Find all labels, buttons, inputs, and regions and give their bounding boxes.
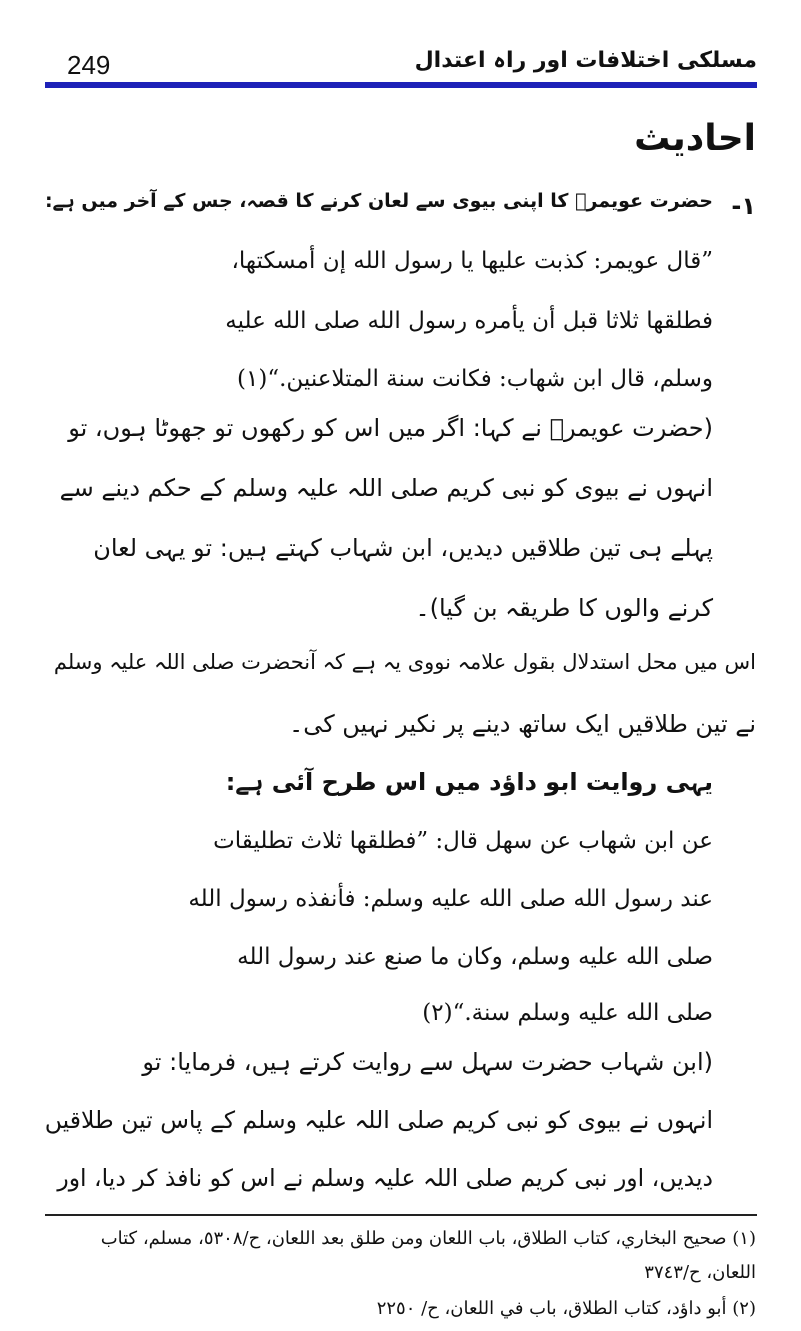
quote1-line-2: فطلقها ثلاثا قبل أن يأمره رسول الله صلى الله عليه bbox=[225, 308, 713, 334]
page-header bbox=[45, 44, 757, 92]
translation2-line-2: انہوں نے بیوی کو نبی کریم صلی اللہ علیہ وسلم کے پاس تین طلاقیں bbox=[44, 1106, 713, 1134]
running-title: مسلکی اختلافات اور راہ اعتدال bbox=[414, 48, 757, 73]
translation2-line-1: (ابن شہاب حضرت سہل سے روایت کرتے ہیں، فرمایا: تو bbox=[142, 1048, 713, 1076]
quote2-line-2: عند رسول الله صلى الله عليه وسلم: فأنفذه رسول الله bbox=[188, 886, 713, 912]
footnote-1-line-1: (١) صحيح البخاري، كتاب الطلاق، باب اللعان ومن طلق بعد اللعان، ح/٥٣٠٨، مسلم، كتاب bbox=[100, 1228, 756, 1249]
translation1-line-3: پہلے ہی تین طلاقیں دیدیں، ابن شہاب کہتے ہیں: تو یہی لعان bbox=[93, 534, 713, 562]
commentary-line-2: نے تین طلاقیں ایک ساتھ دینے پر نکیر نہیں کی۔ bbox=[289, 710, 756, 738]
quote1-line-1: ”قال عويمر: كذبت عليها يا رسول الله إن أمسكتها، bbox=[231, 248, 713, 274]
quote2-line-4: صلى الله عليه وسلم سنة.“(٢) bbox=[422, 1000, 713, 1026]
footnote-1-line-2: اللعان، ح/٣٧٤٣ bbox=[644, 1262, 756, 1283]
footnote-rule bbox=[45, 1214, 757, 1216]
quote2-line-3: صلى الله عليه وسلم، وكان ما صنع عند رسول الله bbox=[237, 944, 713, 970]
abu-dawud-intro: یہی روایت ابو داؤد میں اس طرح آئی ہے: bbox=[225, 768, 713, 796]
page-number: 249 bbox=[67, 50, 111, 80]
footnote-2: (٢) أبو داؤد، كتاب الطلاق، باب في اللعان، ح/ ٢٢٥٠ bbox=[376, 1298, 756, 1319]
section-heading: احادیث bbox=[634, 118, 756, 159]
translation1-line-2: انہوں نے بیوی کو نبی کریم صلی اللہ علیہ وسلم کے حکم دینے سے bbox=[59, 474, 713, 502]
commentary-line-1: اس میں محل استدلال بقول علامہ نووی یہ ہے کہ آنحضرت صلی اللہ علیہ وسلم bbox=[53, 650, 756, 674]
quote1-line-3: وسلم، قال ابن شهاب: فكانت سنة المتلاعنين.“(١) bbox=[237, 366, 713, 392]
item-number: ١- bbox=[731, 192, 756, 220]
translation2-line-3: دیدیں، اور نبی کریم صلی اللہ علیہ وسلم نے اس کو نافذ کر دیا، اور bbox=[57, 1164, 713, 1192]
quote2-line-1: عن ابن شهاب عن سهل قال: ”فطلقها ثلاث تطليقات bbox=[213, 828, 713, 854]
header-rule bbox=[45, 82, 757, 88]
translation1-line-1: (حضرت عویمرؓ نے کہا: اگر میں اس کو رکھوں تو جھوٹا ہوں، تو bbox=[68, 414, 713, 442]
translation1-line-4: کرنے والوں کا طریقہ بن گیا)۔ bbox=[415, 594, 713, 622]
item-intro: حضرت عویمرؓ کا اپنی بیوی سے لعان کرنے کا قصہ، جس کے آخر میں ہے: bbox=[44, 190, 713, 212]
